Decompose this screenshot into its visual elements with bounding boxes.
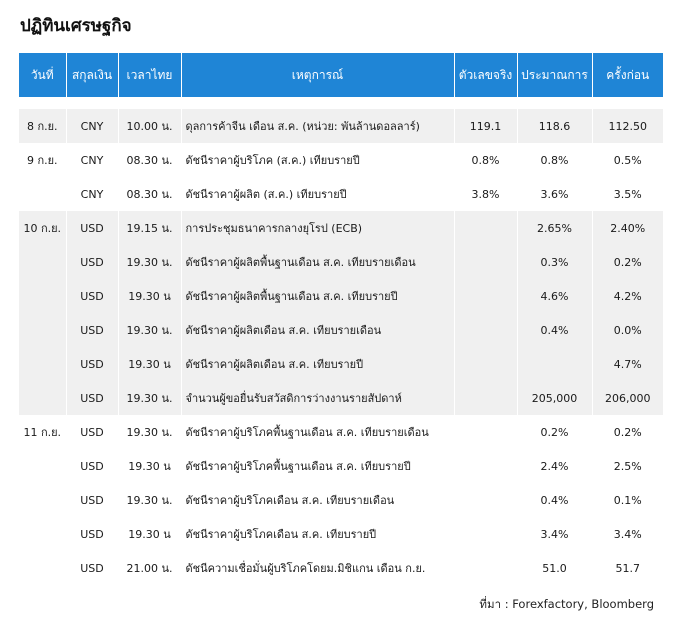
cell-previous: 0.2% <box>592 245 663 279</box>
cell-previous: 2.5% <box>613 459 642 473</box>
cell-date <box>19 177 66 211</box>
table-row <box>19 381 663 415</box>
cell-previous: 2.40% <box>592 211 663 245</box>
cell-event: ดัชนีราคาผู้ผลิตเดือน ส.ค. เทียบรายเดือน <box>181 313 454 347</box>
cell-event: ดัชนีราคาผู้บริโภคพื้นฐานเดือน ส.ค. เทียบรายปี <box>181 449 454 483</box>
cell-date <box>19 517 66 551</box>
cell-event: ดัชนีราคาผู้บริโภคเดือน ส.ค. เทียบรายปี <box>181 517 454 551</box>
cell-forecast: 0.4% <box>517 313 592 347</box>
cell-event: ดัชนีราคาผู้บริโภค (ส.ค.) เทียบรายปี <box>181 143 454 177</box>
cell-currency: USD <box>66 483 118 517</box>
cell-event: การประชุมธนาคารกลางยุโรป (ECB) <box>181 211 454 245</box>
cell-currency: USD <box>66 313 118 347</box>
cell-date <box>19 381 66 415</box>
cell-time: 19.30 น. <box>118 245 181 279</box>
cell-event: ดุลการค้าจีน เดือน ส.ค. (หน่วย: พันล้านดอลลาร์) <box>181 109 454 143</box>
cell-event: ดัชนีราคาผู้บริโภคเดือน ส.ค. เทียบรายเดือน <box>181 483 454 517</box>
table-row <box>19 109 663 143</box>
cell-date <box>19 347 66 381</box>
cell-currency: USD <box>66 211 118 245</box>
cell-date <box>19 245 66 279</box>
cell-actual <box>454 279 517 313</box>
cell-event: ดัชนีราคาผู้ผลิตพื้นฐานเดือน ส.ค. เทียบรายปี <box>181 279 454 313</box>
cell-event: ดัชนีราคาผู้ผลิตเดือน ส.ค. เทียบรายปี <box>181 347 454 381</box>
column-header-actual: ตัวเลขจริง <box>454 53 517 97</box>
cell-currency: USD <box>66 415 118 449</box>
cell-time: 19.30 น. <box>118 483 181 517</box>
cell-previous: 4.7% <box>592 347 663 381</box>
cell-time: 19.30 น <box>118 449 181 483</box>
header-row <box>19 53 663 97</box>
cell-date: 11 ก.ย. <box>19 415 66 449</box>
cell-date: 8 ก.ย. <box>19 109 66 143</box>
cell-forecast: 205,000 <box>517 381 592 415</box>
table-row <box>19 279 663 313</box>
cell-date: 10 ก.ย. <box>19 211 66 245</box>
cell-time: 19.30 น. <box>118 313 181 347</box>
cell-previous: 0.1% <box>613 493 642 507</box>
table-row <box>19 143 663 177</box>
column-header-event: เหตุการณ์ <box>181 53 454 97</box>
cell-date <box>19 483 66 517</box>
cell-time: 19.30 น <box>118 347 181 381</box>
cell-previous: 3.4% <box>613 527 642 541</box>
cell-time: 10.00 น. <box>118 109 181 143</box>
cell-forecast: 3.6% <box>517 177 592 211</box>
table-row <box>19 517 663 551</box>
table-row <box>19 551 663 585</box>
cell-currency: USD <box>66 347 118 381</box>
cell-forecast: 0.3% <box>517 245 592 279</box>
cell-actual <box>454 517 517 551</box>
cell-forecast: 118.6 <box>517 109 592 143</box>
cell-previous: 3.5% <box>613 187 642 201</box>
cell-previous: 51.7 <box>615 561 640 575</box>
cell-date <box>19 279 66 313</box>
column-header-previous: ครั้งก่อน <box>592 53 663 97</box>
cell-currency: CNY <box>66 177 118 211</box>
cell-actual <box>454 415 517 449</box>
table-row <box>19 313 663 347</box>
cell-actual <box>454 245 517 279</box>
cell-date: 9 ก.ย. <box>19 143 66 177</box>
column-header-time: เวลาไทย <box>118 53 181 97</box>
cell-date <box>19 449 66 483</box>
table-row <box>19 347 663 381</box>
cell-date <box>19 551 66 585</box>
column-header-currency: สกุลเงิน <box>66 53 118 97</box>
table-row <box>19 211 663 245</box>
cell-actual <box>454 449 517 483</box>
cell-currency: USD <box>66 279 118 313</box>
cell-forecast: 0.8% <box>517 143 592 177</box>
cell-forecast: 2.65% <box>517 211 592 245</box>
cell-time: 19.30 น <box>118 517 181 551</box>
cell-currency: USD <box>66 517 118 551</box>
cell-time: 08.30 น. <box>118 143 181 177</box>
cell-previous: 0.0% <box>592 313 663 347</box>
cell-currency: USD <box>66 245 118 279</box>
cell-currency: CNY <box>66 143 118 177</box>
cell-time: 21.00 น. <box>118 551 181 585</box>
source-note: ที่มา : Forexfactory, Bloomberg <box>479 597 654 611</box>
cell-previous: 0.5% <box>613 153 642 167</box>
cell-forecast <box>517 347 592 381</box>
cell-forecast: 2.4% <box>517 449 592 483</box>
cell-event: ดัชนีราคาผู้บริโภคพื้นฐานเดือน ส.ค. เทียบรายเดือน <box>181 415 454 449</box>
table-row <box>19 415 663 449</box>
cell-event: ดัชนีความเชื่อมั่นผู้บริโภคโดยม.มิชิแกน เดือน ก.ย. <box>181 551 454 585</box>
cell-event: ดัชนีราคาผู้ผลิตพื้นฐานเดือน ส.ค. เทียบรายเดือน <box>181 245 454 279</box>
economic-calendar-table <box>19 53 663 585</box>
cell-previous: 4.2% <box>592 279 663 313</box>
column-header-date: วันที่ <box>19 53 66 97</box>
cell-time: 08.30 น. <box>118 177 181 211</box>
cell-previous: 112.50 <box>592 109 663 143</box>
cell-event: ดัชนีราคาผู้ผลิต (ส.ค.) เทียบรายปี <box>181 177 454 211</box>
column-header-forecast: ประมาณการ <box>517 53 592 97</box>
cell-forecast: 4.6% <box>517 279 592 313</box>
cell-event: จำนวนผู้ขอยื่นรับสวัสดิการว่างงานรายสัปดาห์ <box>181 381 454 415</box>
table-row <box>19 245 663 279</box>
cell-forecast: 51.0 <box>517 551 592 585</box>
cell-actual: 119.1 <box>454 109 517 143</box>
cell-time: 19.15 น. <box>118 211 181 245</box>
cell-currency: USD <box>66 381 118 415</box>
cell-time: 19.30 น <box>118 279 181 313</box>
cell-actual <box>454 483 517 517</box>
cell-forecast: 0.4% <box>517 483 592 517</box>
cell-actual <box>454 551 517 585</box>
cell-date <box>19 313 66 347</box>
table-row <box>19 449 663 483</box>
cell-currency: USD <box>66 551 118 585</box>
cell-previous: 206,000 <box>592 381 663 415</box>
table-row <box>19 483 663 517</box>
cell-actual <box>454 313 517 347</box>
cell-currency: USD <box>66 449 118 483</box>
cell-forecast: 3.4% <box>517 517 592 551</box>
cell-actual <box>454 381 517 415</box>
cell-previous: 0.2% <box>613 425 642 439</box>
cell-time: 19.30 น. <box>118 381 181 415</box>
table-row <box>19 177 663 211</box>
cell-actual <box>454 211 517 245</box>
cell-actual: 3.8% <box>454 177 517 211</box>
page-title: ปฏิทินเศรษฐกิจ <box>20 16 132 36</box>
cell-forecast: 0.2% <box>517 415 592 449</box>
cell-currency: CNY <box>66 109 118 143</box>
cell-actual <box>454 347 517 381</box>
cell-actual: 0.8% <box>454 143 517 177</box>
cell-time: 19.30 น. <box>118 415 181 449</box>
